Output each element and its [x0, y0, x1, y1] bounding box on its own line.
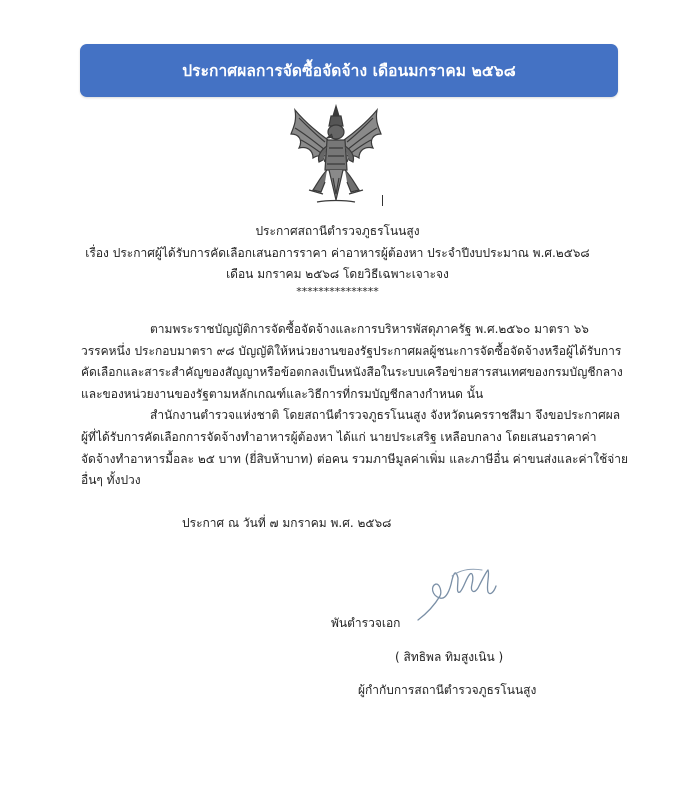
header-org: ประกาศสถานีตำรวจภูธรโนนสูง — [255, 224, 420, 238]
signer-rank: พันตำรวจเอก — [331, 616, 401, 630]
paragraph-1-line-3: คัดเลือกและสาระสำคัญของสัญญาหรือข้อตกลงเป็นหนังสือในระบบเครือข่ายสารสนเทศของกรมบัญชีกลาง — [81, 365, 623, 379]
header-month-line: เดือน มกราคม ๒๕๖๘ โดยวิธีเฉพาะเจาะจง — [226, 267, 449, 281]
garuda-emblem-icon — [287, 104, 385, 208]
paragraph-1-line-4: และของหน่วยงานของรัฐตามหลักเกณฑ์และวิธีการที่กรมบัญชีกลางกำหนด นั้น — [81, 387, 484, 401]
banner-title: ประกาศผลการจัดซื้อจัดจ้าง เดือนมกราคม ๒๕๖๘ — [182, 62, 516, 80]
handwritten-signature — [412, 562, 502, 624]
paragraph-2-line-4: อื่นๆ ทั้งปวง — [81, 473, 141, 487]
signer-position: ผู้กำกับการสถานีตำรวจภูธรโนนสูง — [358, 683, 537, 697]
header-subject: เรื่อง ประกาศผู้ได้รับการคัดเลือกเสนอการราคา ค่าอาหารผู้ต้องหา ประจำปีงบประมาณ พ.ศ.๒๕๖๘ — [85, 246, 590, 260]
cursor-mark — [382, 195, 383, 206]
header-stars-divider: *************** — [296, 285, 379, 298]
paragraph-1-line-2: วรรคหนึ่ง ประกอบมาตรา ๙๘ บัญญัติให้หน่วยงานของรัฐประกาศผลผู้ชนะการจัดซื้อจัดจ้างหรือผู้ได้รับการ — [81, 344, 622, 358]
paragraph-1-line-1: ตามพระราชบัญญัติการจัดซื้อจัดจ้างและการบริหารพัสดุภาครัฐ พ.ศ.๒๕๖๐ มาตรา ๖๖ — [150, 322, 589, 336]
paragraph-2-line-3: จัดจ้างทำอาหารมื้อละ ๒๕ บาท (ยี่สิบห้าบาท) ต่อคน รวมภาษีมูลค่าเพิ่ม และภาษีอื่น ค่าขนส่งและค่าใช้จ่าย — [81, 452, 629, 466]
signer-name: ( สิทธิพล ทิมสูงเนิน ) — [395, 650, 504, 664]
announce-date: ประกาศ ณ วันที่ ๗ มกราคม พ.ศ. ๒๕๖๘ — [182, 516, 392, 530]
paragraph-2-line-2: ผู้ที่ได้รับการคัดเลือกการจัดจ้างทำอาหารผู้ต้องหา ได้แก่ นายประเสริฐ เหลือบกลาง โดยเสนอราคาค่า — [81, 430, 597, 444]
paragraph-2-line-1: สำนักงานตำรวจแห่งชาติ โดยสถานีตำรวจภูธรโนนสูง จังหวัดนครราชสีมา จึงขอประกาศผล — [150, 408, 621, 422]
title-banner — [80, 44, 618, 97]
